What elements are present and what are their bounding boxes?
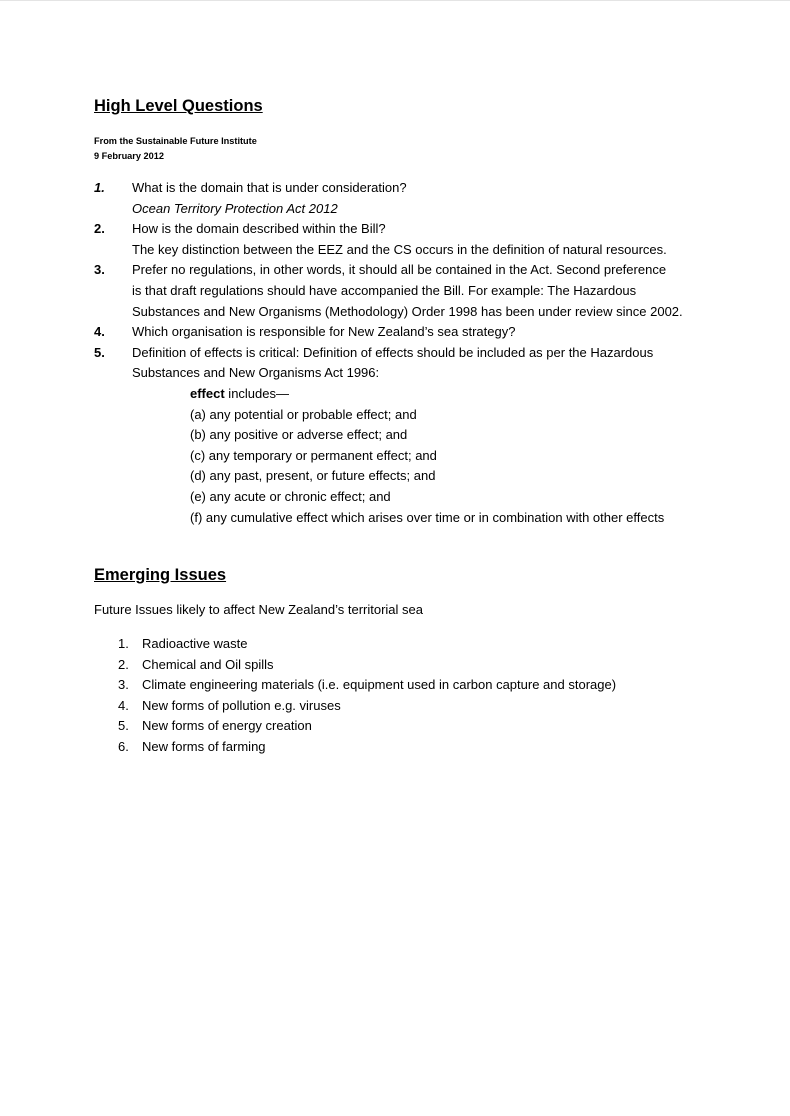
- emerging-issues-intro: Future Issues likely to affect New Zealand’s territorial sea: [94, 602, 423, 618]
- list-text: Radioactive waste: [142, 636, 248, 652]
- list-item: [118, 675, 714, 696]
- list-number: 5.: [118, 718, 129, 734]
- issues-list: [94, 634, 714, 758]
- effect-item: (a) any potential or probable effect; and: [190, 406, 417, 422]
- answer-text: The key distinction between the EEZ and the CS occurs in the definition of natural resources.: [132, 241, 667, 257]
- effect-item: (d) any past, present, or future effects; and: [190, 468, 436, 484]
- question-number: 4.: [94, 324, 105, 340]
- list-item: [118, 737, 714, 758]
- question-number: 3.: [94, 262, 105, 278]
- list-text: New forms of farming: [142, 739, 266, 755]
- list-number: 6.: [118, 739, 129, 755]
- question-item: [94, 260, 714, 322]
- effect-definition-lead: [190, 384, 714, 405]
- questions-list: [94, 178, 714, 528]
- question-text: What is the domain that is under consideration?: [132, 180, 407, 195]
- section-heading-emerging-issues: Emerging Issues: [94, 566, 227, 585]
- paragraph-line: Prefer no regulations, in other words, it should all be contained in the Act. Second preference: [132, 262, 667, 278]
- list-text: New forms of energy creation: [142, 718, 312, 734]
- question-number: 2.: [94, 221, 105, 237]
- effect-term: effect: [190, 385, 225, 401]
- list-item: [118, 634, 714, 655]
- list-item: [118, 655, 714, 676]
- effect-item: (b) any positive or adverse effect; and: [190, 427, 408, 443]
- list-text: Climate engineering materials (i.e. equipment used in carbon capture and storage): [142, 677, 617, 693]
- paragraph-line: Substances and New Organisms Act 1996:: [132, 365, 380, 381]
- question-text: Which organisation is responsible for New Zealand’s sea strategy?: [132, 324, 516, 340]
- effect-item: (c) any temporary or permanent effect; and: [190, 447, 437, 463]
- paragraph-line: Substances and New Organisms (Methodology) Order 1998 has been under review since 2002.: [132, 303, 683, 319]
- question-item: [94, 178, 714, 219]
- answer-text: Ocean Territory Protection Act 2012: [132, 200, 338, 216]
- question-item: [94, 219, 714, 260]
- source-line: From the Sustainable Future Institute: [94, 136, 257, 146]
- list-text: New forms of pollution e.g. viruses: [142, 697, 341, 713]
- list-number: 1.: [118, 636, 129, 652]
- question-number: 5.: [94, 344, 105, 360]
- list-text: Chemical and Oil spills: [142, 656, 274, 672]
- effect-includes: includes—: [224, 385, 289, 401]
- list-item: [118, 716, 714, 737]
- effect-item: (f) any cumulative effect which arises over time or in combination with other effects: [190, 509, 665, 525]
- effect-item: (e) any acute or chronic effect; and: [190, 488, 391, 504]
- question-text: How is the domain described within the Bill?: [132, 221, 386, 237]
- date-line: 9 February 2012: [94, 151, 164, 161]
- list-item: [118, 696, 714, 717]
- section-heading-high-level-questions: High Level Questions: [94, 97, 263, 115]
- effect-definition: [190, 384, 714, 528]
- question-item: [94, 322, 714, 343]
- document-body: [94, 95, 714, 758]
- list-number: 4.: [118, 697, 129, 713]
- question-number: 1.: [94, 180, 105, 195]
- question-item: [94, 343, 714, 528]
- list-number: 3.: [118, 677, 129, 693]
- list-number: 2.: [118, 656, 129, 672]
- paragraph-line: Definition of effects is critical: Definition of effects should be included as per the Hazardous: [132, 344, 654, 360]
- paragraph-line: is that draft regulations should have accompanied the Bill. For example: The Hazardous: [132, 282, 637, 298]
- document-meta: [94, 134, 714, 164]
